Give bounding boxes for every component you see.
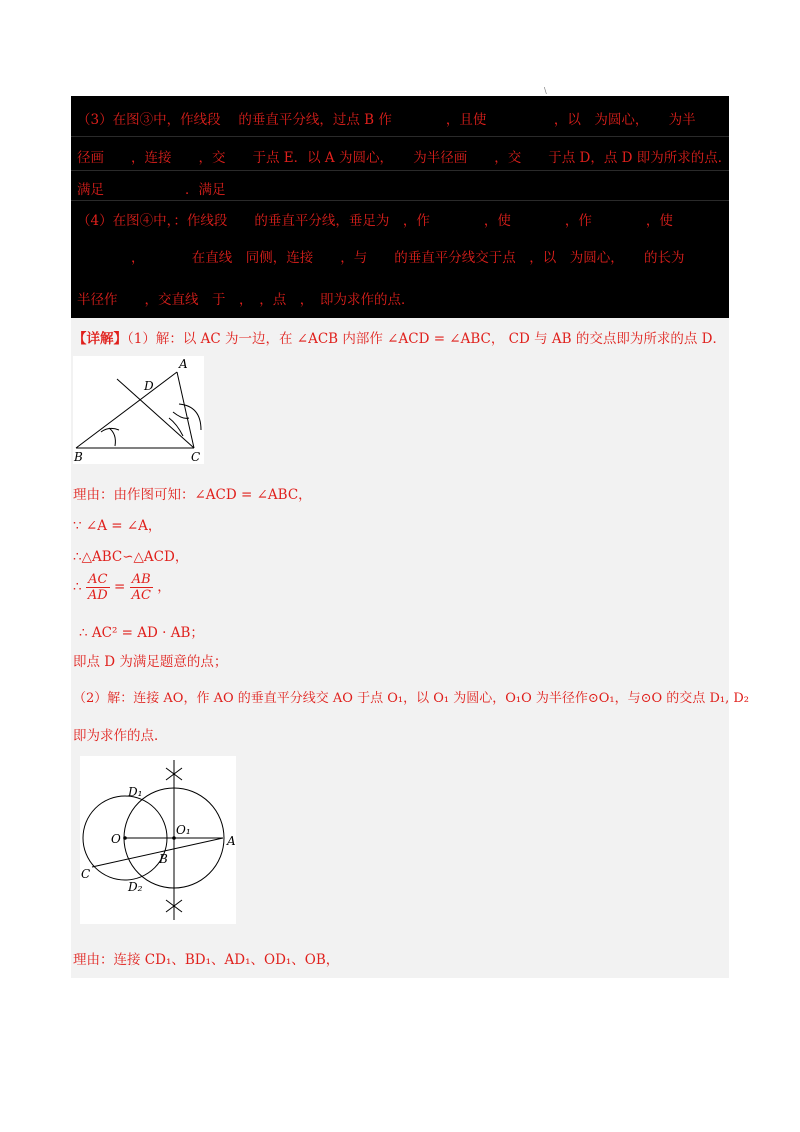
label-a: A xyxy=(227,834,236,848)
part2-line-1: （2）解：连接 AO，作 AO 的垂直平分线交 AO 于点 O₁，以 O₁ 为圆心，O₁O 为半径作⊙O₁，与⊙O 的交点 D₁, D₂ xyxy=(73,691,749,706)
label-d: D xyxy=(144,379,154,393)
fraction-denominator: AC xyxy=(131,588,151,603)
fraction-denominator: AD xyxy=(87,588,108,603)
step-2: ∴△ABC∽△ACD， xyxy=(73,549,189,565)
label-d2: D₂ xyxy=(128,880,143,894)
figure-triangle xyxy=(73,356,204,464)
label-d1: D₁ xyxy=(128,785,143,799)
problem-line-6: 半径作 ，交直线 于 ， ，点 ， 即为求作的点． xyxy=(77,292,415,308)
detail-text: （1）解：以 AC 为一边，在 ∠ACB 内部作 ∠ACD = ∠ABC， CD 与 AB 的交点即为所求的点 D． xyxy=(127,331,726,347)
part2-line-2: 即为求作的点． xyxy=(73,728,168,744)
problem-line-4: （4）在图④中，：作线段 的垂直平分线，垂足为 ，作 ，使 ，作 ，使 xyxy=(77,213,673,229)
problem-line-5: ， 在直线 同侧，连接 ，与 的垂直平分线交于点 ，以 为圆心， 的长为 xyxy=(77,250,685,266)
problem-line-3: 满足 ．满足 xyxy=(77,182,226,198)
label-c: C xyxy=(191,450,201,464)
problem-line-1: （3）在图③中，作线段 的垂直平分线，过点 B 作 ，且使 ，以 为圆心， 为半 xyxy=(77,112,696,128)
triangle-diagram xyxy=(73,356,204,464)
part2-reason: 理由：连接 CD₁、BD₁、AD₁、OD₁、OB， xyxy=(73,952,340,968)
equals-sign: = xyxy=(114,579,126,595)
label-b: B xyxy=(74,450,83,464)
problem-block xyxy=(71,96,732,318)
step-1: ∵ ∠A = ∠A， xyxy=(73,518,162,534)
fraction-ac-ad xyxy=(86,572,110,603)
fraction-numerator: AB xyxy=(130,572,153,588)
stray-mark: \ xyxy=(544,86,547,95)
therefore-symbol: ∴ xyxy=(73,579,82,595)
divider xyxy=(71,136,729,137)
comma: ， xyxy=(157,579,171,595)
reason-line: 理由：由作图可知：∠ACD = ∠ABC， xyxy=(73,487,312,503)
detail-line-1 xyxy=(73,327,726,347)
problem-line-2: 径画 ，连接 ，交 于点 E．以 A 为圆心， 为半径画 ，交 于点 D，点 D 即为所求的点． xyxy=(77,150,732,166)
detail-bracket: 【详解】 xyxy=(73,331,127,347)
solution-panel xyxy=(71,318,749,978)
label-b: B xyxy=(159,852,168,866)
step-3 xyxy=(73,572,171,603)
circles-diagram xyxy=(80,756,236,924)
label-o1: O₁ xyxy=(176,823,191,837)
divider xyxy=(71,200,729,201)
divider xyxy=(71,170,729,171)
figure-circles xyxy=(80,756,236,924)
label-o: O xyxy=(111,832,121,846)
step-4: ∴ AC² = AD · AB； xyxy=(79,625,204,641)
fraction-ab-ac xyxy=(130,572,153,603)
label-c: C xyxy=(81,867,91,881)
conclusion-line: 即点 D 为满足题意的点； xyxy=(73,654,228,670)
fraction-numerator: AC xyxy=(86,572,110,588)
label-a: A xyxy=(179,357,188,371)
